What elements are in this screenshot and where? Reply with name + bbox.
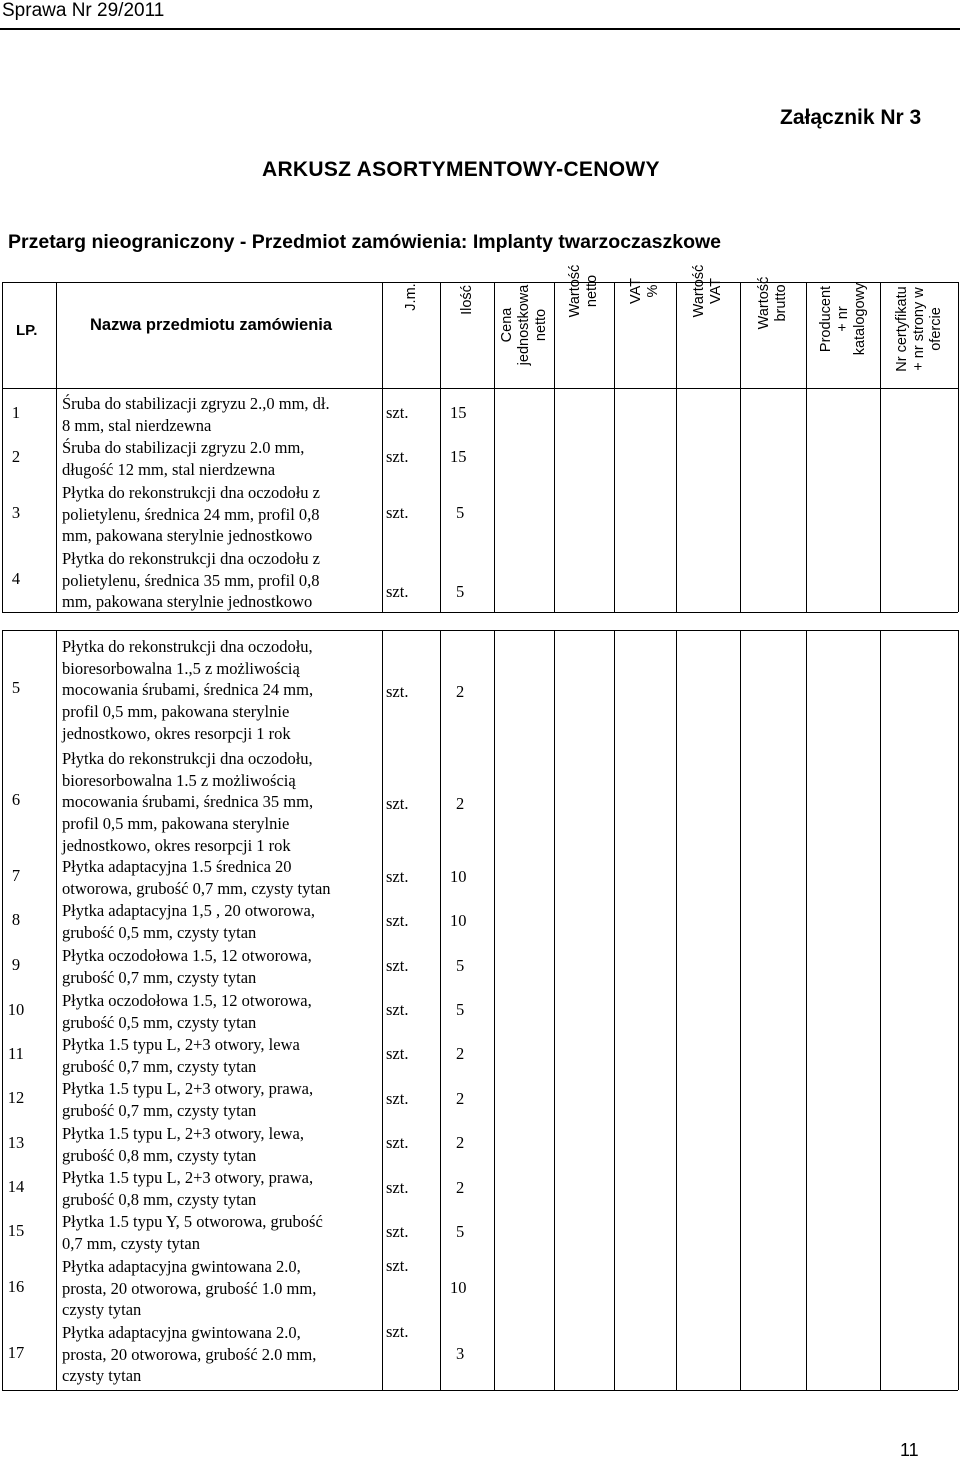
unit-of-measure: szt. xyxy=(386,1256,409,1275)
unit-of-measure: szt. xyxy=(386,867,409,886)
item-description-line: grubość 0,7 mm, czysty tytan xyxy=(62,967,257,987)
unit-of-measure: szt. xyxy=(386,503,409,522)
item-description-line: mm, pakowana sterylnie jednostkowo xyxy=(62,592,313,612)
quantity-value: 10 xyxy=(450,1278,467,1297)
item-description-line: Płytka adaptacyjna gwintowana 2.0, xyxy=(62,1323,301,1342)
column-line xyxy=(614,630,615,1390)
row-number: 7 xyxy=(11,865,21,885)
col-header-jm xyxy=(403,242,420,352)
item-description-line: grubość 0,7 mm, czysty tytan xyxy=(62,1100,257,1120)
unit-of-measure: szt. xyxy=(386,447,409,466)
item-description-line: czysty tytan xyxy=(62,1300,142,1320)
quantity-value: 2 xyxy=(456,1089,465,1108)
quantity-value: 15 xyxy=(450,403,467,422)
row-number: 17 xyxy=(7,1342,25,1362)
col-header-cena-line: jednostkowa xyxy=(515,284,532,366)
quantity-value: 5 xyxy=(456,1000,465,1019)
column-line xyxy=(440,282,441,612)
item-description-line: Płytka adaptacyjna 1,5 , 20 otworowa, xyxy=(62,901,315,920)
column-line xyxy=(740,282,741,612)
unit-of-measure: szt. xyxy=(386,1178,409,1197)
item-description-line: Płytka adaptacyjna gwintowana 2.0, xyxy=(62,1257,301,1276)
row-number: 8 xyxy=(11,909,21,929)
item-description-line: grubość 0,8 mm, czysty tytan xyxy=(62,1145,257,1165)
quantity-value: 10 xyxy=(450,911,467,930)
column-line xyxy=(880,630,881,1390)
col-header-wartosc-brutto xyxy=(756,248,790,358)
column-line xyxy=(440,630,441,1390)
item-description-line: Płytka oczodołowa 1.5, 12 otworowa, xyxy=(62,946,312,965)
col-header-nr-certyfikatu-line: + nr strony w xyxy=(910,287,927,371)
item-description-line: polietylenu, średnica 35 mm, profil 0,8 xyxy=(62,570,320,590)
column-line xyxy=(958,282,959,612)
page-number: 11 xyxy=(900,1440,919,1460)
item-description-line: profil 0,5 mm, pakowana sterylnie xyxy=(62,702,290,722)
item-description-line: mocowania śrubami, średnica 24 mm, xyxy=(62,680,314,700)
unit-of-measure: szt. xyxy=(386,911,409,930)
column-line xyxy=(958,630,959,1390)
column-line xyxy=(806,282,807,612)
document-title: ARKUSZ ASORTYMENTOWY-CENOWY xyxy=(262,158,660,181)
col-header-nr-certyfikatu-line: Nr certyfikatu xyxy=(893,286,910,372)
unit-of-measure: szt. xyxy=(386,794,409,813)
column-line xyxy=(56,630,57,1390)
column-line xyxy=(880,282,881,612)
col-header-cena xyxy=(499,270,550,380)
col-header-vat xyxy=(628,236,662,346)
row-number: 14 xyxy=(7,1176,25,1196)
item-description-line: Płytka do rekonstrukcji dna oczodołu z xyxy=(62,483,320,502)
col-header-wartosc-vat-line: VAT xyxy=(708,277,724,305)
column-line xyxy=(806,630,807,1390)
col-header-producent-line: + nr xyxy=(834,306,851,332)
item-description-line: długość 12 mm, stal nierdzewna xyxy=(62,459,276,479)
table-top-border xyxy=(2,282,958,283)
column-line xyxy=(494,282,495,612)
item-description-line: Płytka 1.5 typu L, 2+3 otwory, prawa, xyxy=(62,1079,314,1098)
item-description-line: bioresorbowalna 1.5 z możliwością xyxy=(62,770,296,790)
table-break-top xyxy=(2,630,958,631)
attachment-label: Załącznik Nr 3 xyxy=(780,106,922,129)
col-header-vat-line: VAT xyxy=(628,277,644,305)
item-description-line: bioresorbowalna 1.,5 z możliwością xyxy=(62,658,300,678)
item-description-line: 0,7 mm, czysty tytan xyxy=(62,1233,200,1253)
row-number: 5 xyxy=(11,678,21,698)
item-description-line: Płytka do rekonstrukcji dna oczodołu, xyxy=(62,749,313,768)
row-number: 1 xyxy=(11,402,21,422)
col-header-cena-line: Cena xyxy=(498,307,515,343)
quantity-value: 2 xyxy=(456,1133,465,1152)
col-header-name: Nazwa przedmiotu zamówienia xyxy=(90,316,333,334)
col-header-producent xyxy=(818,264,869,374)
unit-of-measure: szt. xyxy=(386,1222,409,1241)
item-description-line: Płytka do rekonstrukcji dna oczodołu, xyxy=(62,637,313,656)
quantity-value: 2 xyxy=(456,682,465,701)
item-description-line: jednostkowo, okres resorpcji 1 rok xyxy=(62,723,291,743)
col-header-cena-line: netto xyxy=(532,308,549,342)
row-number: 16 xyxy=(7,1276,25,1296)
col-header-producent-line: katalogowy xyxy=(851,282,868,356)
row-number: 11 xyxy=(8,1043,24,1063)
item-description-line: Płytka adaptacyjna 1.5 średnica 20 xyxy=(62,857,292,876)
row-number: 12 xyxy=(7,1087,25,1107)
item-description-line: prosta, 20 otworowa, grubość 2.0 mm, xyxy=(62,1344,317,1364)
col-header-wartosc-netto-line: netto xyxy=(584,274,600,308)
quantity-value: 2 xyxy=(456,1044,465,1063)
col-header-wartosc-netto-line: Wartość xyxy=(567,264,583,318)
column-line xyxy=(56,282,57,612)
quantity-value: 2 xyxy=(456,794,465,813)
header-bottom-border xyxy=(2,388,958,389)
item-description-line: Płytka 1.5 typu L, 2+3 otwory, prawa, xyxy=(62,1168,314,1187)
header-rule xyxy=(0,28,960,30)
column-line xyxy=(676,630,677,1390)
col-header-nr-certyfikatu-line: ofercie xyxy=(927,307,944,351)
col-header-wartosc-brutto-line: Wartość xyxy=(756,276,772,330)
col-header-ilosc-line: Ilość xyxy=(458,285,475,315)
row-number: 10 xyxy=(7,999,25,1019)
unit-of-measure: szt. xyxy=(386,403,409,422)
col-header-nr-certyfikatu xyxy=(894,274,945,384)
quantity-value: 5 xyxy=(456,503,465,522)
column-line xyxy=(2,630,3,1390)
item-description-line: grubość 0,7 mm, czysty tytan xyxy=(62,1056,257,1076)
col-header-wartosc-vat-line: Wartość xyxy=(691,264,707,318)
col-header-lp: LP. xyxy=(16,322,38,339)
column-line xyxy=(382,282,383,612)
quantity-value: 2 xyxy=(456,1178,465,1197)
column-line xyxy=(554,282,555,612)
col-header-ilosc xyxy=(459,245,476,355)
item-description-line: Śruba do stabilizacji zgryzu 2.0 mm, xyxy=(62,438,305,457)
column-line xyxy=(740,630,741,1390)
row-number: 6 xyxy=(11,790,21,810)
row-number: 13 xyxy=(7,1132,25,1152)
item-description-line: grubość 0,5 mm, czysty tytan xyxy=(62,922,257,942)
item-description-line: Płytka 1.5 typu Y, 5 otworowa, grubość xyxy=(62,1212,323,1231)
unit-of-measure: szt. xyxy=(386,1044,409,1063)
unit-of-measure: szt. xyxy=(386,1000,409,1019)
item-description-line: Śruba do stabilizacji zgryzu 2.,0 mm, dł. xyxy=(62,394,330,413)
unit-of-measure: szt. xyxy=(386,1322,409,1341)
row-number: 4 xyxy=(11,568,21,588)
unit-of-measure: szt. xyxy=(386,956,409,975)
column-line xyxy=(2,282,3,612)
item-description-line: Płytka 1.5 typu L, 2+3 otwory, lewa, xyxy=(62,1124,304,1143)
unit-of-measure: szt. xyxy=(386,1089,409,1108)
item-description-line: mm, pakowana sterylnie jednostkowo xyxy=(62,526,313,546)
col-header-wartosc-netto xyxy=(567,236,601,346)
item-description-line: grubość 0,8 mm, czysty tytan xyxy=(62,1189,257,1209)
quantity-value: 10 xyxy=(450,867,467,886)
item-description-line: mocowania śrubami, średnica 35 mm, xyxy=(62,792,314,812)
column-line xyxy=(382,630,383,1390)
item-description-line: polietylenu, średnica 24 mm, profil 0,8 xyxy=(62,504,320,524)
col-header-jm-line: J.m. xyxy=(402,283,419,311)
col-header-vat-line: % xyxy=(645,284,661,298)
col-header-producent-line: Producent xyxy=(817,285,834,353)
quantity-value: 3 xyxy=(456,1344,465,1363)
item-description-line: grubość 0,5 mm, czysty tytan xyxy=(62,1012,257,1032)
table-bottom-border xyxy=(2,1390,958,1391)
unit-of-measure: szt. xyxy=(386,682,409,701)
col-header-wartosc-brutto-line: brutto xyxy=(773,284,789,322)
column-line xyxy=(494,630,495,1390)
unit-of-measure: szt. xyxy=(386,1133,409,1152)
case-number: Sprawa Nr 29/2011 xyxy=(2,0,165,21)
item-description-line: czysty tytan xyxy=(62,1366,142,1386)
tender-subject: Przetarg nieograniczony - Przedmiot zamówienia: Implanty twarzoczaszkowe xyxy=(8,231,721,253)
quantity-value: 5 xyxy=(456,956,465,975)
row-number: 3 xyxy=(11,502,21,522)
column-line xyxy=(554,630,555,1390)
row-number: 15 xyxy=(7,1220,25,1240)
item-description-line: jednostkowo, okres resorpcji 1 rok xyxy=(62,835,291,855)
row-number: 2 xyxy=(11,446,21,466)
item-description-line: Płytka oczodołowa 1.5, 12 otworowa, xyxy=(62,991,312,1010)
item-description-line: profil 0,5 mm, pakowana sterylnie xyxy=(62,814,290,834)
row-number: 9 xyxy=(11,954,21,974)
quantity-value: 5 xyxy=(456,582,465,601)
item-description-line: prosta, 20 otworowa, grubość 1.0 mm, xyxy=(62,1278,317,1298)
item-description-line: 8 mm, stal nierdzewna xyxy=(62,415,212,435)
quantity-value: 15 xyxy=(450,447,467,466)
item-description-line: Płytka 1.5 typu L, 2+3 otwory, lewa xyxy=(62,1035,300,1054)
unit-of-measure: szt. xyxy=(386,582,409,601)
col-header-wartosc-vat xyxy=(691,236,725,346)
item-description-line: otworowa, grubość 0,7 mm, czysty tytan xyxy=(62,878,331,898)
column-line xyxy=(676,282,677,612)
item-description-line: Płytka do rekonstrukcji dna oczodołu z xyxy=(62,549,320,568)
column-line xyxy=(614,282,615,612)
quantity-value: 5 xyxy=(456,1222,465,1241)
